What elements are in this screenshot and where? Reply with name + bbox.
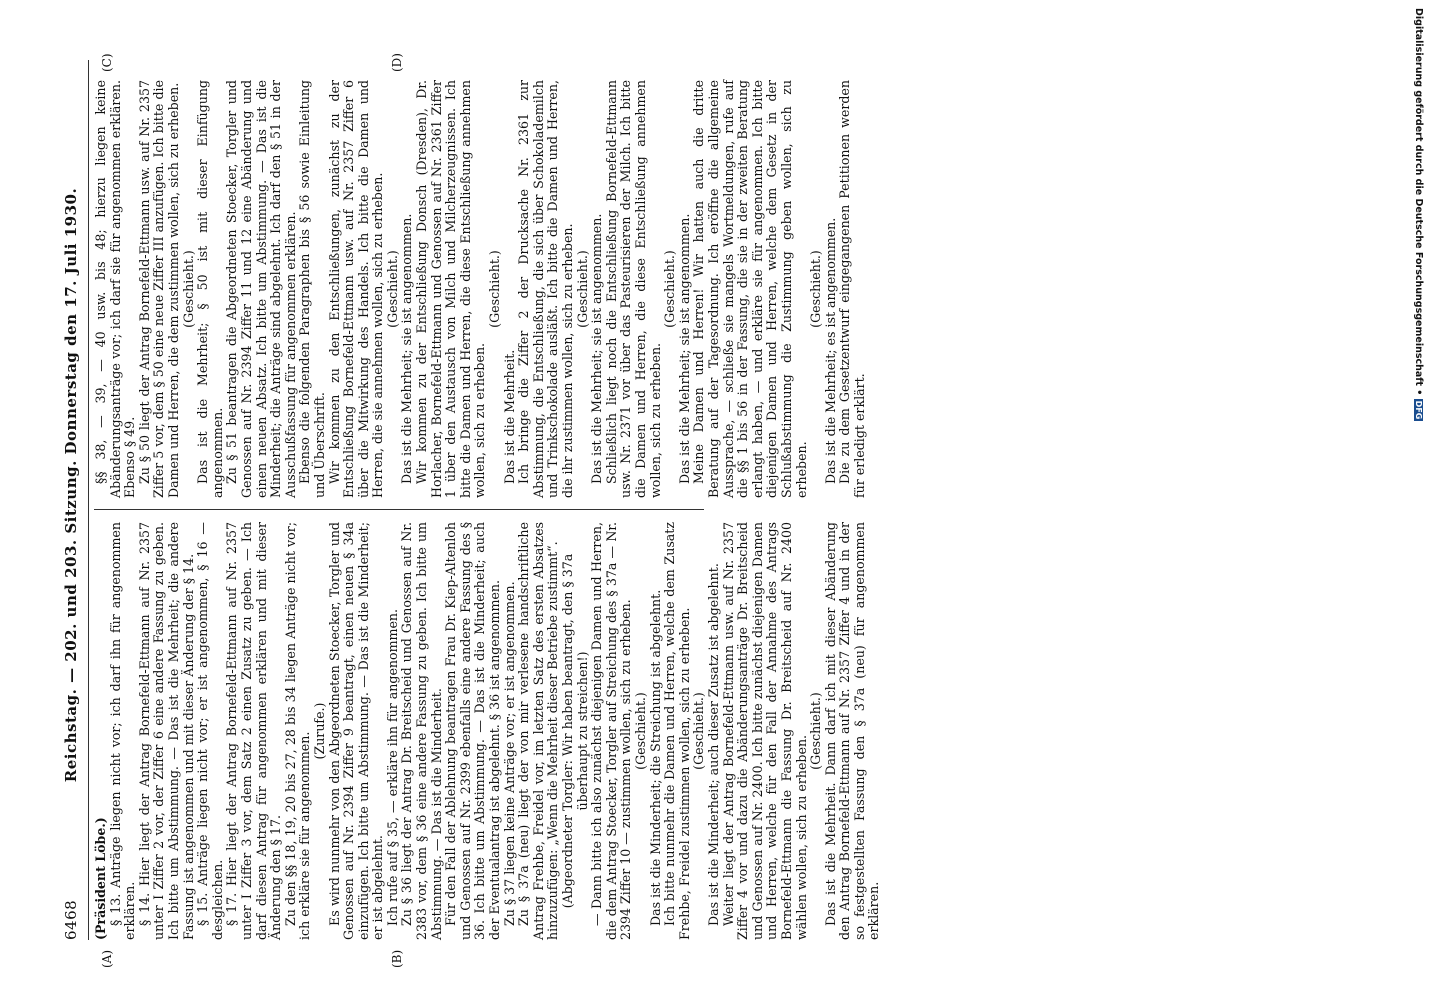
interjection: (Geschieht.) (691, 692, 707, 770)
paragraph: Das ist die Mehrheit. (501, 349, 517, 484)
paragraph: Wir kommen zu der Entschließung Donsch (Dresden), Dr. Horlacher, Bornefeld-Ettmann und Genossen auf Nr. 2361 Ziffer 1 über den Austausch von Milch und Milcherzeugnissen. Ich bitte die Damen und Herren, die diese Entschließung annehmen wollen, sich zu erheben. (414, 80, 488, 498)
paragraph: Zu § 37 liegen keine Anträge vor; er ist angenommen. (501, 581, 517, 926)
interjection: (Geschieht.) (180, 250, 196, 328)
page-title: Reichstag. — 202. und 203. Sitzung. Donnerstag den 17. Juli 1930. (62, 187, 80, 783)
header-rule (88, 60, 89, 940)
interjection: (Zurufe.) (311, 702, 327, 760)
left-column (93, 522, 882, 940)
paragraph: Zu den §§ 18, 19, 20 bis 27, 28 bis 34 liegen Anträge nicht vor; ich erkläre sie für angenommen. (282, 522, 313, 940)
paragraph: Zu § 50 liegt der Antrag Bornefeld-Ettmann usw. auf Nr. 2357 Ziffer 5 vor, dem § 50 eine neue Ziffer III anzufügen. Ich bitte die Damen und Herren, die dem zustimmen wollen, sich zu erheben. (136, 80, 181, 498)
page-header (60, 60, 86, 940)
margin-mark-b: (B) (390, 949, 404, 968)
page-number: 6468 (62, 899, 80, 940)
paragraph: Das ist die Mehrheit; sie ist angenommen. (589, 213, 605, 484)
paragraph: Das ist die Mehrheit. Dann darf ich mit dieser Abänderung den Antrag Bornefeld-Ettmann auf Nr. 2357 Ziffer 4 und in der so festgestellten Fassung den § 37a (neu) für angenommen erklären. (822, 522, 882, 940)
paragraph: Schließlich liegt noch die Entschließung Bornefeld-Ettmann usw. Nr. 2371 vor über das Pasteurisieren der Milch. Ich bitte die Damen und Herren, die diese Entschließung annehmen wollen, sich zu erheben. (603, 80, 663, 498)
margin-mark-a: (A) (100, 949, 114, 968)
paragraph: § 13. Anträge liegen nicht vor; ich darf ihn für angenommen erklären. (107, 522, 138, 940)
paragraph: Ich rufe auf § 35, — erkläre ihn für angenommen. (384, 608, 400, 926)
paragraph: § 17. Hier liegt der Antrag Bornefeld-Ettmann auf Nr. 2357 unter I Ziffer 3 vor, dem Satz 2 einen Zusatz zu geben. — Ich darf diesen Antrag für angenommen erklären und mit dieser Änderung den § 17. (224, 522, 284, 940)
paragraph: Die zu dem Gesetzentwurf eingegangenen Petitionen werden für erledigt erklärt. (837, 80, 867, 498)
paragraph: § 14. Hier liegt der Antrag Bornefeld-Ettmann auf Nr. 2357 unter I Ziffer 2 vor, der Ziffer 6 eine andere Fassung zu geben. Ich bitte um Abstimmung. — Das ist die Mehrheit; die andere Fassung ist angenommen und mit dieser Änderung der § 14. (136, 522, 196, 940)
interjection: (Geschieht.) (632, 692, 648, 770)
paragraph: §§ 38, — 39, — 40 usw. bis 48; hierzu liegen keine Abänderungsanträge vor; ich darf sie für angenommen erklären. Ebenso § 49. (93, 80, 138, 498)
interjection: (Geschieht.) (662, 250, 678, 328)
paragraph: Zu § 37a (neu) liegt der von mir verlesene handschriftliche Antrag Frehbe, Freidel vor, im letzten Satz des ersten Absatzes hinzuzufügen: „Wenn die Mehrheit dieser Betriebe zustimmt“. (516, 522, 561, 940)
digitization-credit (1413, 8, 1424, 421)
paragraph: Meine Damen und Herren! Wir hatten auch die dritte Beratung auf der Tagesordnung. Ich eröffne die allgemeine Aussprache, — schließe sie mangels Wortmeldungen, rufe auf die §§ 1 bis 56 in der Fassung, die sie in der zweiten Beratung erlangt haben, — und erkläre sie für angenommen. Ich bitte diejenigen Damen und Herren, welche dem Gesetz in der Schlußabstimmung die Zustimmung geben wollen, sich zu erheben. (691, 80, 809, 498)
interjection: (Abgeordneter Torgler: Wir haben beantragt, den § 37a überhaupt zu streichen!) (560, 553, 590, 909)
paragraph: Für den Fall der Ablehnung beantragen Frau Dr. Kiep-Altenloh und Genossen auf Nr. 2399 ebenfalls eine andere Fassung des § 36. Ich bitte um Abstimmung. — Das ist die Minderheit; auch der Eventualantrag ist abgelehnt. § 36 ist angenommen. (443, 522, 503, 940)
paragraph: Das ist die Mehrheit; sie ist angenommen. (399, 213, 415, 484)
paragraph: Es wird nunmehr von den Abgeordneten Stoecker, Torgler und Genossen auf Nr. 2394 Ziffer 9 beantragt, einen neuen § 34a einzufügen. Ich bitte um Abstimmung. — Das ist die Minderheit; er ist abgelehnt. (326, 522, 386, 940)
rotated-page-content (60, 53, 1320, 968)
interjection: (Geschieht.) (487, 250, 503, 328)
right-column (93, 80, 867, 498)
column-divider (94, 509, 704, 510)
paragraph: Das ist die Mehrheit; sie ist angenommen. (676, 213, 692, 484)
paragraph: Wir kommen zu den Entschließungen, zunächst zu der Entschließung Bornefeld-Ettmann usw. auf Nr. 2357 Ziffer 6 über die Mitwirkung des Handels. Ich bitte die Damen und Herren, die sie annehmen wollen, sich zu erheben. (326, 80, 386, 498)
paragraph: Zu § 51 beantragen die Abgeordneten Stoecker, Torgler und Genossen auf Nr. 2394 Ziffer 11 und 12 eine Abänderung und einen neuen Absatz. Ich bitte um Abstimmung. — Das ist die Minderheit; die Anträge sind abgelehnt. Ich darf den § 51 in der Ausschußfassung für angenommen erklären. (224, 80, 298, 498)
margin-mark-d: (D) (390, 53, 404, 72)
margin-mark-c: (C) (100, 53, 114, 72)
interjection: (Geschieht.) (808, 692, 824, 770)
interjection: (Geschieht.) (808, 250, 824, 328)
paragraph: Ich bitte nunmehr die Damen und Herren, welche dem Zusatz Frehbe, Freidel zustimmen wollen, sich zu erheben. (662, 522, 692, 940)
interjection: (Geschieht.) (384, 250, 400, 328)
paragraph: Ich bringe die Ziffer 2 der Drucksache Nr. 2361 zur Abstimmung, die Entschließung, die sich über Schokolademilch und Trinkschokolade ausläßt. Ich bitte die Damen und Herren, die ihr zustimmen wollen, sich zu erheben. (516, 80, 575, 498)
paragraph: Das ist die Minderheit; die Streichung ist abgelehnt. (647, 589, 663, 926)
paragraph: — Dann bitte ich also zunächst diejenigen Damen und Herren, die dem Antrag Stoecker, Torgler auf Streichung des § 37a — Nr. 2394 Ziffer 10 — zustimmen wollen, sich zu erheben. (589, 522, 634, 940)
paragraph: Das ist die Mehrheit; es ist angenommen. (822, 217, 838, 484)
paragraph: Weiter liegt der Antrag Bornefeld-Ettmann usw. auf Nr. 2357 Ziffer 4 vor und dazu die Abänderungsanträge Dr. Breitscheid und Genossen auf Nr. 2400. Ich bitte zunächst diejenigen Damen und Herren, welche für den Fall der Annahme des Antrags Bornefeld-Ettmann die Fassung Dr. Breitscheid auf Nr. 2400 wählen wollen, sich zu erheben. (720, 522, 809, 940)
paragraph: Ebenso die folgenden Paragraphen bis § 56 sowie Einleitung und Überschrift. (297, 80, 327, 498)
paragraph: § 15. Anträge liegen nicht vor; er ist angenommen, § 16 — desgleichen. (195, 522, 225, 940)
paragraph: Das ist die Mehrheit; § 50 ist mit dieser Einfügung angenommen. (195, 80, 225, 498)
paragraph: Zu § 36 liegt der Antrag Dr. Breitscheid und Genossen auf Nr. 2383 vor, dem § 36 eine andere Fassung zu geben. Ich bitte um Abstimmung. — Das ist die Minderheit. (399, 522, 444, 940)
dfg-logo: DFG (1414, 400, 1423, 420)
credit-text: Digitalisierung gefördert durch die Deutsche Forschungsgemeinschaft • (1413, 8, 1424, 399)
paragraph: Das ist die Minderheit; auch dieser Zusatz ist abgelehnt. (705, 563, 721, 926)
speaker-heading: (Präsident Löbe.) (93, 817, 108, 940)
interjection: (Geschieht.) (574, 250, 590, 328)
